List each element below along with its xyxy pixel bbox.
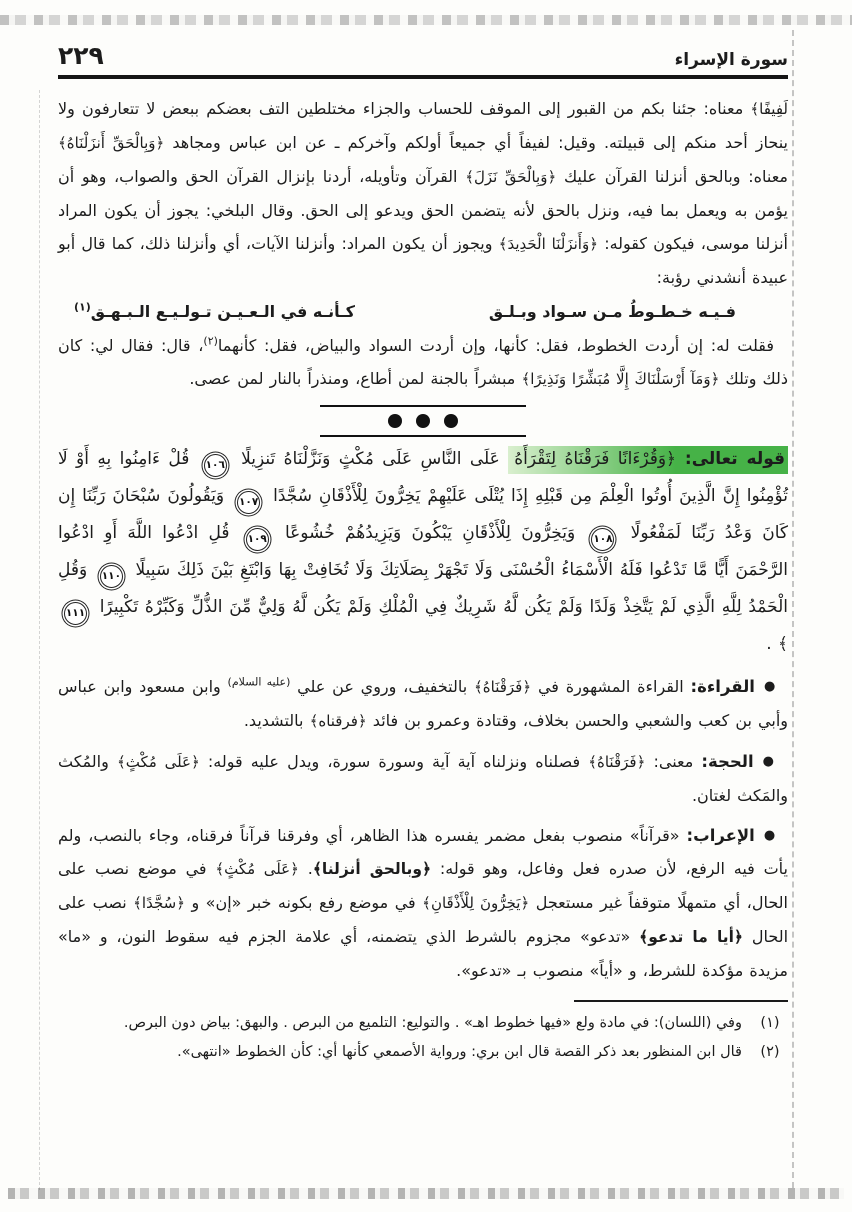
quran-citation: ﴿وبالحق أنزلنا﴾ — [312, 860, 432, 878]
header-rule — [58, 75, 788, 79]
poetry-left-hemistich — [74, 294, 355, 329]
footnote-text: قال ابن المنظور بعد ذكر القصة قال ابن بري: ورواية الأصمعي كأنها أي: كأن الخطوط «انتهى». — [177, 1044, 742, 1060]
text-run: القراءة المشهورة في — [531, 677, 691, 696]
footnote-1 — [58, 1009, 788, 1038]
text-run: معناه: وبالحق أنزلنا القرآن عليك — [556, 167, 788, 186]
footnote-divider — [574, 1000, 788, 1002]
quran-text: وَيَخِرُّونَ لِلْأَذْقَانِ يَبْكُونَ وَيَزِيدُهُمْ خُشُوعًا — [274, 523, 586, 543]
footnotes-block — [58, 1009, 788, 1067]
right-page-edge-line — [792, 30, 794, 1188]
text-run: «قرآناً» منصوب بفعل مضمر يفسره هذا الظاهر، أي وفرقنا قرآناً فرقناه، وجاء بالنصب، ولم يأت فيه الرفع، لأن صدره فعل وفاعل، وهو قوله: — [58, 826, 789, 878]
quran-citation: لَفِيفًا﴾ — [750, 100, 788, 118]
text-run: بالتخفيف، وروي عن علي — [290, 677, 474, 696]
text-run: بالتشديد. — [243, 711, 310, 730]
quran-citation: ﴿عَلَى مُكْثٍ﴾ — [116, 753, 200, 771]
separator-dots — [320, 407, 526, 435]
text-run: في موضع رفع بكونه خبر «إن» و — [185, 893, 423, 912]
text-run: نصب على الحال — [58, 893, 789, 946]
poetry-right-hemistich: فـيـه خـطـوطُ مـن سـواد وبـلـق — [488, 302, 736, 321]
surah-title: سورة الإسراء — [674, 50, 788, 70]
separator-dot — [388, 414, 402, 428]
verse-number-badge: ١١٠ — [100, 565, 123, 588]
top-ornament-border — [0, 15, 852, 25]
qawluhu-taala-label: قوله تعالى: — [676, 446, 788, 474]
quran-citation: ﴿سُجَّدًا﴾ — [133, 894, 186, 912]
verse-number-badge: ١٠٩ — [246, 528, 269, 551]
bottom-ornament-border — [8, 1188, 844, 1199]
text-run: وابن مسعود وابن عباس وأبي بن كعب والشعبي والحسن بخلاف، وقتادة وعمرو بن فائد — [58, 677, 788, 730]
text-run: معناه: جئنا بكم من القبور إلى الموقف للحساب والجزاء مختلطين التف بعضكم ببعض لا تتعارفون ولا ينحاز أحد منكم إلى قبيلته. وقيل: لفيفاً أي جميعاً أولكم وآخركم ـ عن ابن عباس ومجاهد — [58, 99, 788, 152]
quran-quote-block — [58, 441, 788, 663]
quran-citation: ﴿فرقناه﴾ — [309, 712, 367, 730]
quran-text: عَلَى النَّاسِ عَلَى مُكْثٍ وَنَزَّلْنَاهُ تَنزِيلًا — [232, 449, 509, 469]
footnote-number: (١) — [760, 1015, 780, 1031]
quran-citation: ﴿أيا ما تدعو﴾ — [639, 928, 744, 946]
page-number: ٢٢٩ — [58, 41, 104, 70]
footnote-number: (٢) — [760, 1044, 780, 1060]
text-run: معنى: — [645, 752, 702, 771]
quran-citation: ﴿عَلَى مُكْثٍ﴾ — [215, 860, 299, 878]
quran-text: وَقُلِ الْحَمْدُ لِلَّهِ الَّذِي لَمْ يَتَّخِذْ وَلَدًا وَلَمْ يَكُن لَّهُ شَرِيكٌ فِي الْمُلْكِ وَلَمْ يَكُن لَّهُ وَلِيٌّ مِّنَ الذُّلِّ وَكَبِّرْهُ تَكْبِيرًا — [58, 560, 788, 617]
section-title: الحجة: — [701, 752, 754, 771]
quran-citation: ﴿يَخِرُّونَ لِلْأَذْقَانِ﴾ — [422, 894, 530, 912]
quran-text: قُلِ ادْعُوا اللَّهَ أَوِ ادْعُوا الرَّحْمَنَ أَيًّا مَّا تَدْعُوا فَلَهُ الْأَسْمَاءُ الْحُسْنَى وَلَا تَجْهَرْ بِصَلَاتِكَ وَلَا تُخَافِتْ بِهَا وَابْتَغِ بَيْنَ ذَلِكَ سَبِيلًا — [58, 523, 788, 580]
text-run: في موضع نصب على الحال، أي متمهلًا متوقفاً غير مستعجل — [58, 859, 788, 912]
text-run: . — [298, 859, 313, 878]
text-run: فصلناه ونزلناه آية آية وسورة سورة، ويدل عليه قوله: — [199, 752, 589, 771]
text-run: ويجوز أن يكون المراد: وأنزلنا الآيات، أي وأنزلنا ذلك، كما قال أبو عبيدة أنشدني رؤبة: — [58, 234, 788, 287]
verse-number-badge: ١٠٧ — [237, 491, 260, 514]
footnote-ref-1: (١) — [74, 300, 91, 314]
quran-text: وَيَقُولُونَ سُبْحَانَ رَبِّنَا إِن كَانَ وَعْدُ رَبِّنَا لَمَفْعُولًا — [58, 486, 789, 543]
quran-citation: ﴿فَرَقْنَاهُ﴾ — [473, 678, 532, 696]
verse-number-badge: ١٠٦ — [204, 454, 227, 477]
poetry-verse — [58, 294, 788, 329]
commentary-paragraph-2 — [58, 329, 788, 396]
footnote-2 — [58, 1038, 788, 1067]
text-run: مبشراً بالجنة لمن أطاع، ومنذراً بالنار لمن عصى. — [189, 369, 522, 388]
section-bullet-icon: ● — [763, 828, 777, 843]
verse-number-badge: ١١١ — [64, 602, 87, 625]
section-separator — [320, 405, 526, 437]
text-run: ، قال: فقال لي: كان ذلك وتلك — [58, 336, 788, 388]
section-title: الإعراب: — [686, 826, 755, 845]
text-run: والمُكث والمَكث لغتان. — [58, 752, 788, 805]
footnote-ref: (٢) — [203, 334, 218, 348]
commentary-paragraph-1 — [58, 92, 788, 294]
section-bullet-icon: ● — [762, 754, 777, 769]
quran-text: قُلْ ءَامِنُوا بِهِ أَوْ لَا تُؤْمِنُوا إِنَّ الَّذِينَ أُوتُوا الْعِلْمَ مِن قَبْلِهِ إِذَا يُتْلَى عَلَيْهِمْ يَخِرُّونَ لِلْأَذْقَانِ سُجَّدًا — [58, 449, 788, 506]
quran-citation: ﴿وَبِالْحَقِّ نَزَلَ﴾ — [465, 168, 557, 186]
left-page-edge-line — [39, 90, 40, 1190]
separator-dot — [416, 414, 430, 428]
quran-citation: ﴿فَرَقْنَاهُ﴾ — [588, 753, 646, 771]
commentary-section-3 — [58, 819, 788, 987]
quran-text-highlighted: ﴿وَقُرْءَانًا فَرَقْنَاهُ لِتَقْرَأَهُ — [508, 446, 676, 474]
quran-citation: ﴿وَبِالْحَقِّ أَنزَلْنَاهُ﴾ — [58, 134, 165, 152]
quran-citation: ﴿وَأَنزَلْنَا الْحَدِيدَ﴾ — [498, 235, 598, 253]
poetry-left-text: كـأنـه في الـعـيـن تـولـيـع الـبـهـق — [90, 302, 355, 321]
separator-dot — [444, 414, 458, 428]
commentary-sections — [58, 670, 788, 987]
section-title: القراءة: — [690, 677, 755, 696]
quran-citation: ﴿وَمَآ أَرْسَلْنَاكَ إِلَّا مُبَشِّرًا وَنَذِيرًا﴾ — [521, 370, 720, 388]
footnote-text: وفي (اللسان): في مادة ولع «فيها خطوط اهـ» . والتوليع: التلميع من البرص . والبهق: بياض دون البرص. — [123, 1015, 742, 1031]
separator-line-bottom — [320, 435, 526, 437]
text-run: «تدعو» مجزوم بالشرط الذي يتضمنه، أي علامة الجزم فيه سقوط النون، و «ما» مزيدة مؤكدة للشرط، و «أياً» منصوب بـ «تدعو». — [58, 927, 788, 980]
alayhis-salam-symbol: (عليه السلام) — [227, 675, 291, 689]
text-run: القرآن وتأويله، أردنا بإنزال القرآن الحق والصواب، وهو أن يؤمن به ويعمل بما فيه، ونزل بالحق لأنه يتضمن الحق ويدعو إلى الحق. وقال البلخي: يجوز أن يكون المراد أنزلنا موسى، فيكون كقوله: — [58, 167, 789, 253]
page-header — [58, 30, 788, 70]
commentary-section-2 — [58, 745, 788, 812]
section-bullet-icon: ● — [763, 679, 776, 694]
text-run: فقلت له: إن أردت الخطوط، فقل: كأنها، وإن أردت السواد والبياض، فقل: كأنهما — [217, 336, 774, 355]
commentary-section-1 — [58, 670, 788, 738]
quran-text: ﴾ . — [766, 634, 788, 654]
verse-number-badge: ١٠٨ — [591, 528, 614, 551]
